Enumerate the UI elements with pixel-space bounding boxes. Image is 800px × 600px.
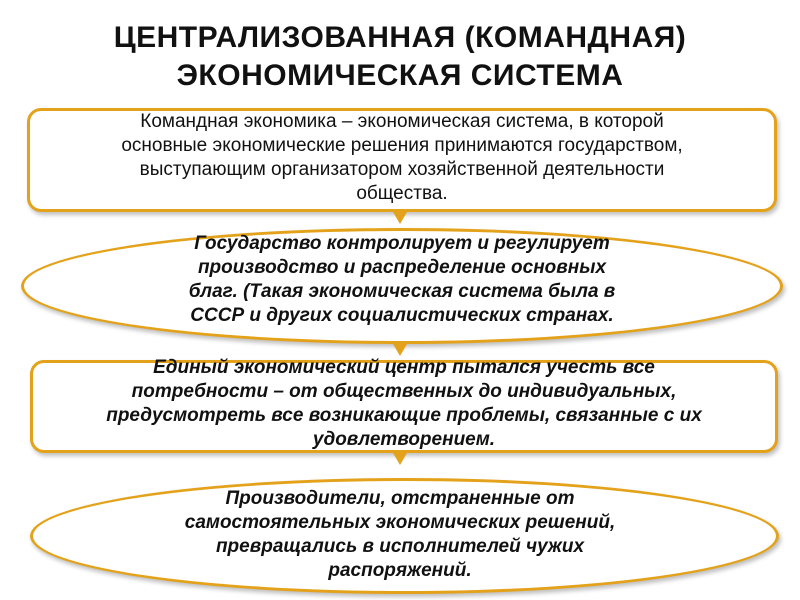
text-line: самостоятельных экономических решений, xyxy=(184,512,616,533)
text-line: распоряжений. xyxy=(328,560,472,581)
definition-text xyxy=(40,110,764,206)
text-line: СССР и других социалистических странах. xyxy=(190,305,614,326)
text-line: основные экономические решения принимаются государством, xyxy=(121,135,683,156)
down-arrow-icon xyxy=(393,212,407,224)
text-line: общества. xyxy=(356,183,448,204)
producers-text xyxy=(130,487,670,583)
text-line: благ. (Такая экономическая система была в xyxy=(188,281,616,302)
text-line: Государство контролирует и регулирует xyxy=(194,233,610,254)
state-control-text xyxy=(130,232,674,328)
down-arrow-icon xyxy=(393,344,407,356)
text-line: выступающим организатором хозяйственной деятельности xyxy=(139,159,665,180)
text-line: Единый экономический центр пытался учесть все xyxy=(153,357,655,378)
text-line: превращались в исполнителей чужих xyxy=(215,536,585,557)
text-line: предусмотреть все возникающие проблемы, связанные с их xyxy=(106,405,702,426)
text-line: удовлетворением. xyxy=(312,429,496,450)
diagram-title-line-2: ЭКОНОМИЧЕСКАЯ СИСТЕМА xyxy=(176,59,624,92)
central-planning-text xyxy=(50,356,758,452)
text-line: производство и распределение основных xyxy=(197,257,607,278)
text-line: Производители, отстраненные от xyxy=(225,488,575,509)
text-line: Командная экономика – экономическая система, в которой xyxy=(140,111,664,132)
diagram-title-line-1: ЦЕНТРАЛИЗОВАННАЯ (КОМАНДНАЯ) xyxy=(113,21,687,54)
down-arrow-icon xyxy=(393,453,407,465)
text-line: потребности – от общественных до индивидуальных, xyxy=(131,381,677,402)
